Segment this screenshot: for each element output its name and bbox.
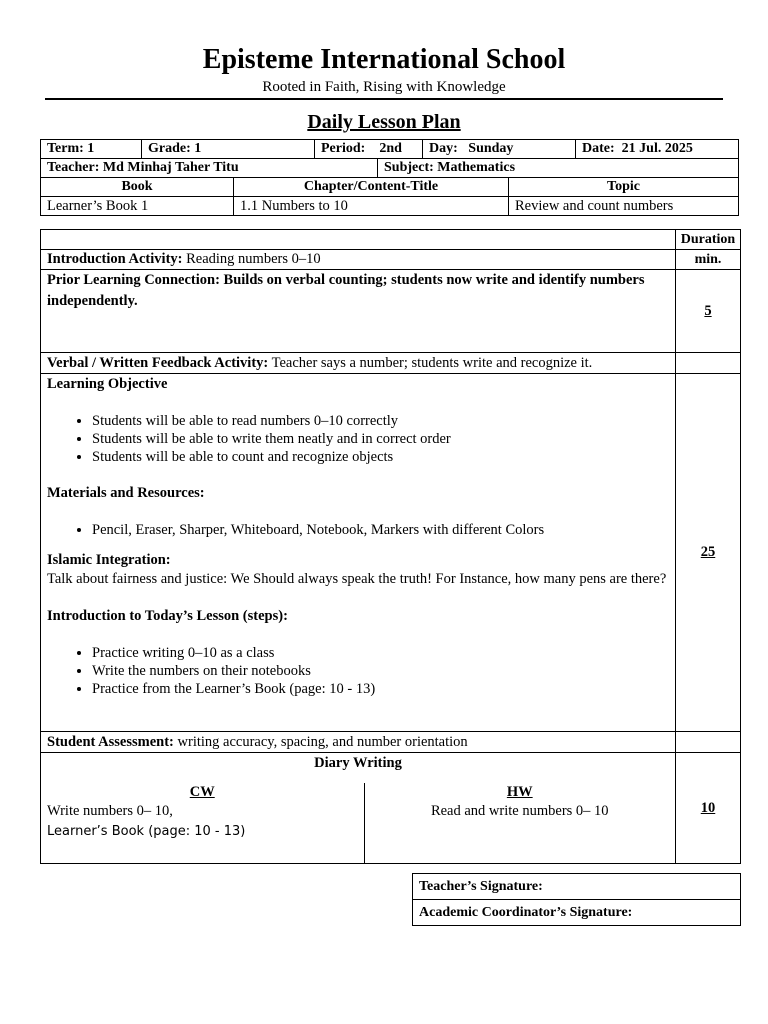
header-divider <box>45 98 723 100</box>
objective-list <box>47 412 669 466</box>
diary-label: Diary Writing <box>314 755 402 771</box>
intro-label: Introduction Activity: <box>47 251 183 267</box>
diary-row <box>41 753 741 864</box>
blank-header-cell <box>41 230 676 250</box>
school-name: Episteme International School <box>202 44 566 75</box>
day-value: Sunday <box>468 141 514 156</box>
duration-5: 5 <box>704 302 712 319</box>
step-item: • Practice from the Learner’s Book (page: 10 - 13) <box>92 680 669 698</box>
feedback-row <box>41 353 741 374</box>
step-item: • Practice writing 0–10 as a class <box>92 644 669 662</box>
feedback-text: Teacher says a number; students write and recognize it. <box>268 355 593 371</box>
duration-unit: min. <box>676 250 741 270</box>
feedback-label: Verbal / Written Feedback Activity: <box>47 355 269 371</box>
materials-item: • Pencil, Eraser, Sharper, Whiteboard, Notebook, Markers with different Colors <box>92 521 669 539</box>
teacher-table <box>40 158 739 178</box>
hw-label: HW <box>506 784 533 800</box>
period-value: 2nd <box>379 141 402 156</box>
duration-25-cell <box>676 374 741 732</box>
book-header-row <box>41 178 739 197</box>
materials-list <box>47 521 669 539</box>
topic-header: Topic <box>509 178 739 197</box>
hw-text: Read and write numbers 0– 10 <box>430 803 609 819</box>
objective-item: • Students will be able to read numbers 0–10 correctly <box>92 412 669 430</box>
plan-title: Daily Lesson Plan <box>307 111 461 133</box>
step-item: • Write the numbers on their notebooks <box>92 662 669 680</box>
cw-label: CW <box>189 784 215 800</box>
duration-header-row <box>41 230 741 250</box>
objective-label: Learning Objective <box>47 376 168 392</box>
duration-10-cell <box>676 753 741 864</box>
objectives-row <box>41 374 741 732</box>
teacher-signature: Teacher’s Signature: <box>413 874 741 900</box>
feedback-duration-cell <box>676 353 741 374</box>
prior-learning-cell: Prior Learning Connection: Builds on verbal counting; students now write and identify numbers independently. <box>41 270 676 353</box>
objectives-cell <box>41 374 676 732</box>
duration-header: Duration <box>676 230 741 250</box>
day-label: Day: <box>429 141 458 156</box>
date-cell <box>576 140 739 159</box>
assessment-label: Student Assessment: <box>47 734 174 750</box>
cw-line-2: Learner’s Book (page: 10 - 13) <box>47 824 246 839</box>
assessment-row <box>41 732 741 753</box>
cw-line-1: Write numbers 0– 10, <box>47 803 173 819</box>
info-row-term <box>41 140 739 159</box>
period-cell <box>315 140 423 159</box>
assessment-cell <box>41 732 676 753</box>
book-header: Book <box>41 178 234 197</box>
coordinator-signature: Academic Coordinator’s Signature: <box>413 900 741 926</box>
materials-label: Materials and Resources: <box>47 485 205 501</box>
islamic-label: Islamic Integration: <box>47 552 171 568</box>
topic-value: Review and count numbers <box>509 197 739 216</box>
islamic-text: Talk about fairness and justice: We Should always speak the truth! For Instance, how many pens are there? <box>47 571 667 587</box>
intro-cell <box>41 250 676 270</box>
book-value: Learner’s Book 1 <box>41 197 234 216</box>
grade-cell: Grade: 1 <box>142 140 315 159</box>
teacher-cell: Teacher: Md Minhaj Taher Titu <box>41 159 378 178</box>
feedback-cell <box>41 353 676 374</box>
date-label: Date: <box>582 141 615 156</box>
period-label: Period: <box>321 141 366 156</box>
book-table <box>40 177 739 216</box>
steps-list <box>47 644 669 698</box>
day-cell <box>423 140 576 159</box>
prior-row <box>41 270 741 353</box>
steps-label: Introduction to Today’s Lesson (steps): <box>47 608 288 624</box>
chapter-header: Chapter/Content-Title <box>234 178 509 197</box>
hw-column <box>365 783 676 863</box>
diary-cell <box>41 753 676 864</box>
lesson-plan-table <box>40 229 741 864</box>
intro-row <box>41 250 741 270</box>
lesson-info-table <box>40 139 739 159</box>
info-row-teacher <box>41 159 739 178</box>
assessment-text: writing accuracy, spacing, and number orientation <box>173 734 468 750</box>
cw-column <box>41 783 365 863</box>
assessment-duration-cell <box>676 732 741 753</box>
signature-table <box>412 873 741 926</box>
term-cell: Term: 1 <box>41 140 142 159</box>
coordinator-signature-row <box>413 900 741 926</box>
teacher-signature-row <box>413 874 741 900</box>
objective-item: • Students will be able to write them neatly and in correct order <box>92 430 669 448</box>
intro-text: Reading numbers 0–10 <box>182 251 321 267</box>
duration-10: 10 <box>700 799 716 816</box>
chapter-value: 1.1 Numbers to 10 <box>234 197 509 216</box>
date-value: 21 Jul. 2025 <box>621 141 693 156</box>
book-value-row <box>41 197 739 216</box>
school-motto: Rooted in Faith, Rising with Knowledge <box>262 79 506 95</box>
duration-5-cell <box>676 270 741 353</box>
duration-25: 25 <box>700 544 716 560</box>
subject-cell: Subject: Mathematics <box>378 159 739 178</box>
objective-item: • Students will be able to count and recognize objects <box>92 448 669 466</box>
